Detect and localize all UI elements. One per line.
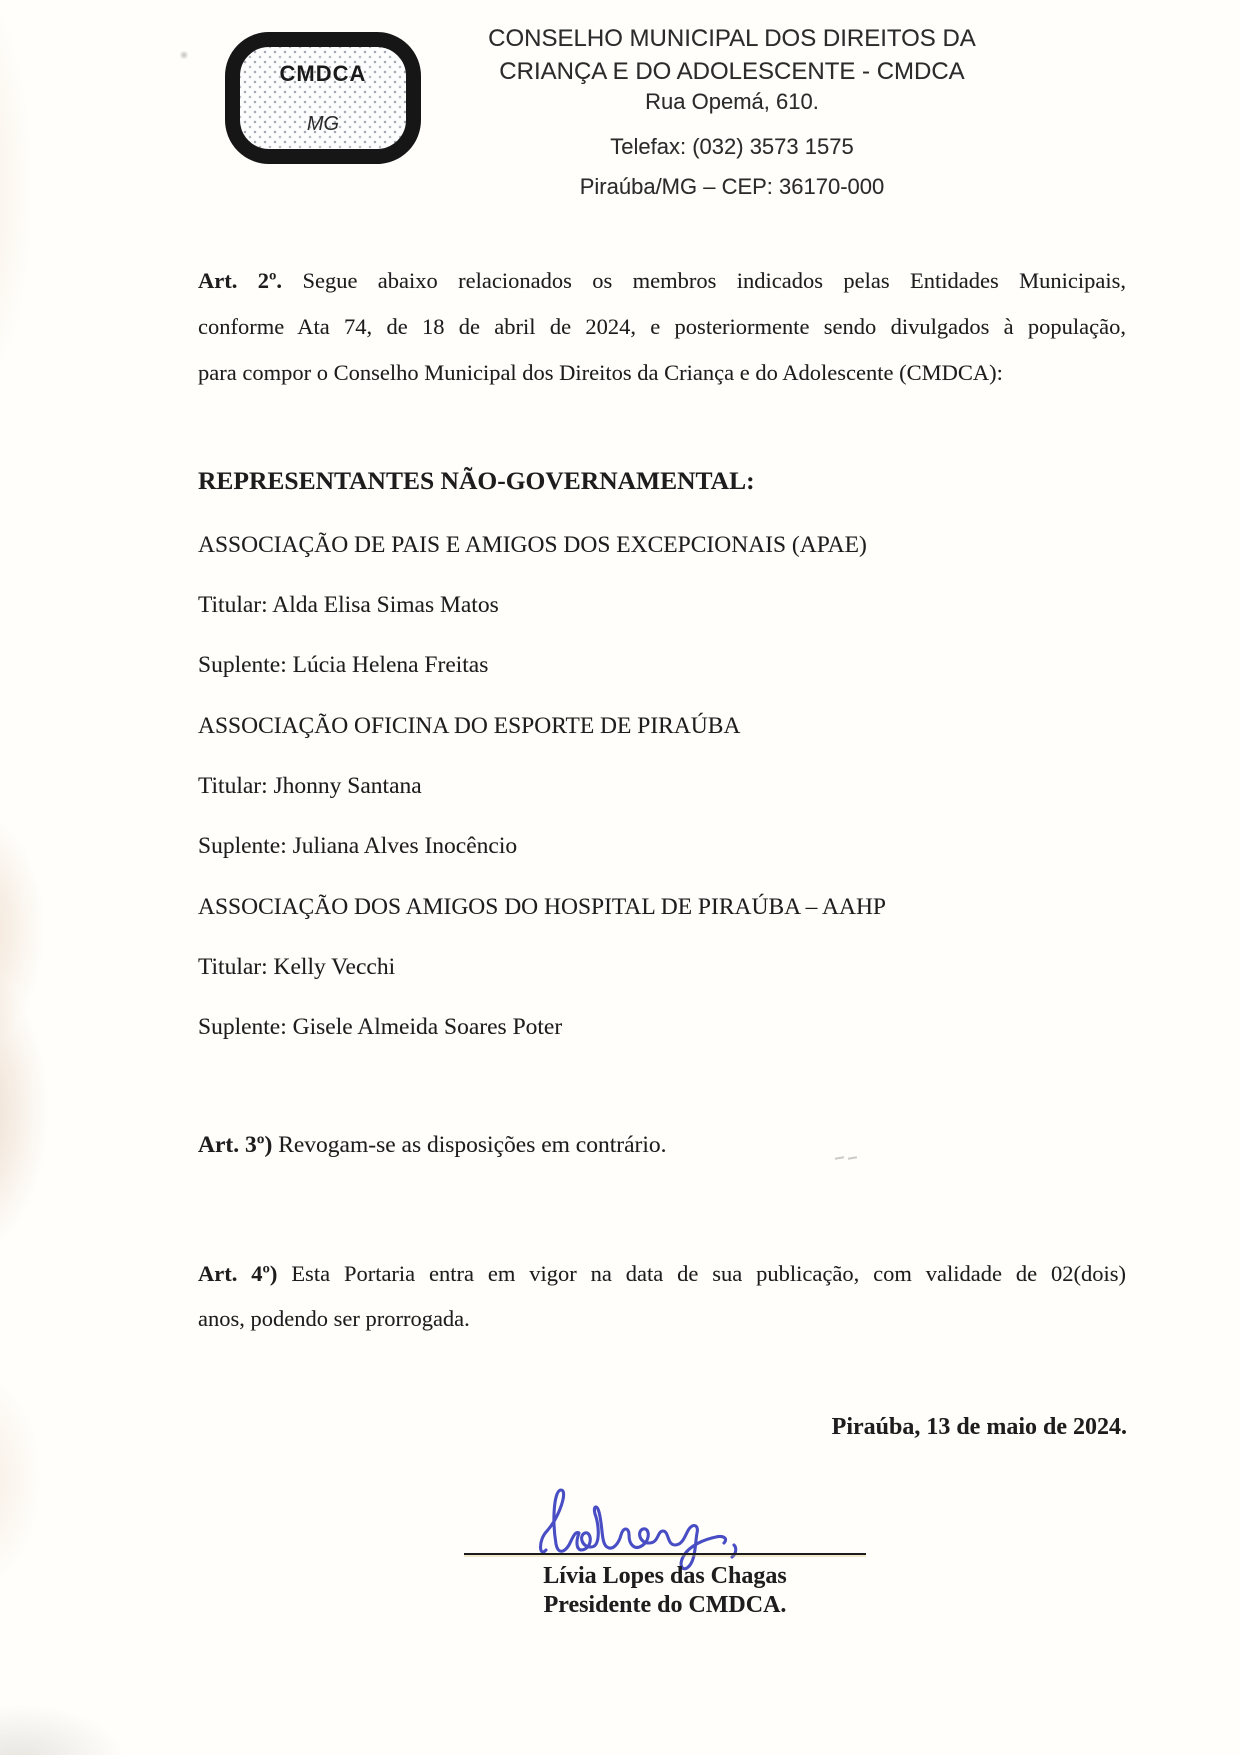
titular-line: Titular: Alda Elisa Simas Matos bbox=[198, 592, 499, 618]
org-name-line2: CRIANÇA E DO ADOLESCENTE - CMDCA bbox=[499, 58, 965, 85]
cmdca-logo-badge bbox=[225, 32, 421, 164]
article-2-line1: Art. 2º. Segue abaixo relacionados os membros indicados pelas Entidades Municipais, bbox=[198, 268, 1126, 293]
org-name-line1: CONSELHO MUNICIPAL DOS DIREITOS DA bbox=[488, 25, 976, 52]
city-cep-line: Piraúba/MG – CEP: 36170-000 bbox=[579, 174, 885, 199]
section-title-non-governmental: REPRESENTANTES NÃO-GOVERNAMENTAL: bbox=[198, 466, 755, 495]
signature-block bbox=[465, 1562, 865, 1620]
titular-line: Titular: Kelly Vecchi bbox=[198, 954, 396, 980]
article-4-paragraph bbox=[198, 1251, 1126, 1341]
article-3-line: Art. 3º) Revogam-se as disposições em contrário. bbox=[198, 1132, 667, 1158]
address-line: Rua Opemá, 610. bbox=[645, 89, 819, 114]
article-4-line1: Art. 4º) Esta Portaria entra em vigor na data de sua publicação, com validade de 02(dois) bbox=[198, 1261, 1126, 1286]
article-2-label: Art. 2º. bbox=[198, 268, 283, 293]
telefax-line: Telefax: (032) 3573 1575 bbox=[610, 134, 854, 159]
suplente-line: Suplente: Gisele Almeida Soares Poter bbox=[198, 1014, 563, 1040]
article-2-paragraph bbox=[198, 258, 1126, 396]
titular-line: Titular: Jhonny Santana bbox=[198, 773, 422, 799]
logo-state-label: MG bbox=[306, 113, 340, 135]
suplente-line: Suplente: Lúcia Helena Freitas bbox=[198, 652, 489, 678]
entity-name: ASSOCIAÇÃO OFICINA DO ESPORTE DE PIRAÚBA bbox=[198, 713, 741, 739]
signature-line bbox=[464, 1553, 866, 1555]
article-2-line2: conforme Ata 74, de 18 de abril de 2024, e posteriormente sendo divulgados à população, bbox=[198, 314, 1126, 339]
article-3-label: Art. 3º) bbox=[198, 1132, 273, 1158]
entity-name: ASSOCIAÇÃO DE PAIS E AMIGOS DOS EXCEPCIONAIS (APAE) bbox=[198, 532, 867, 558]
scan-smudge-mark bbox=[835, 1146, 865, 1155]
entity-name: ASSOCIAÇÃO DOS AMIGOS DO HOSPITAL DE PIRAÚBA – AAHP bbox=[198, 894, 886, 920]
article-4-label: Art. 4º) bbox=[198, 1261, 278, 1286]
scan-smudge-dot bbox=[179, 51, 189, 59]
letterhead bbox=[420, 22, 1044, 200]
article-4-line2: anos, podendo ser prorrogada. bbox=[198, 1306, 470, 1331]
suplente-line: Suplente: Juliana Alves Inocêncio bbox=[198, 833, 518, 859]
logo-acronym-label: CMDCA bbox=[279, 61, 367, 86]
article-2-line3: para compor o Conselho Municipal dos Direitos da Criança e do Adolescente (CMDCA): bbox=[198, 360, 1003, 385]
signer-role: Presidente do CMDCA. bbox=[543, 1592, 787, 1618]
place-date-line: Piraúba, 13 de maio de 2024. bbox=[831, 1414, 1127, 1440]
signer-name: Lívia Lopes das Chagas bbox=[543, 1563, 787, 1589]
